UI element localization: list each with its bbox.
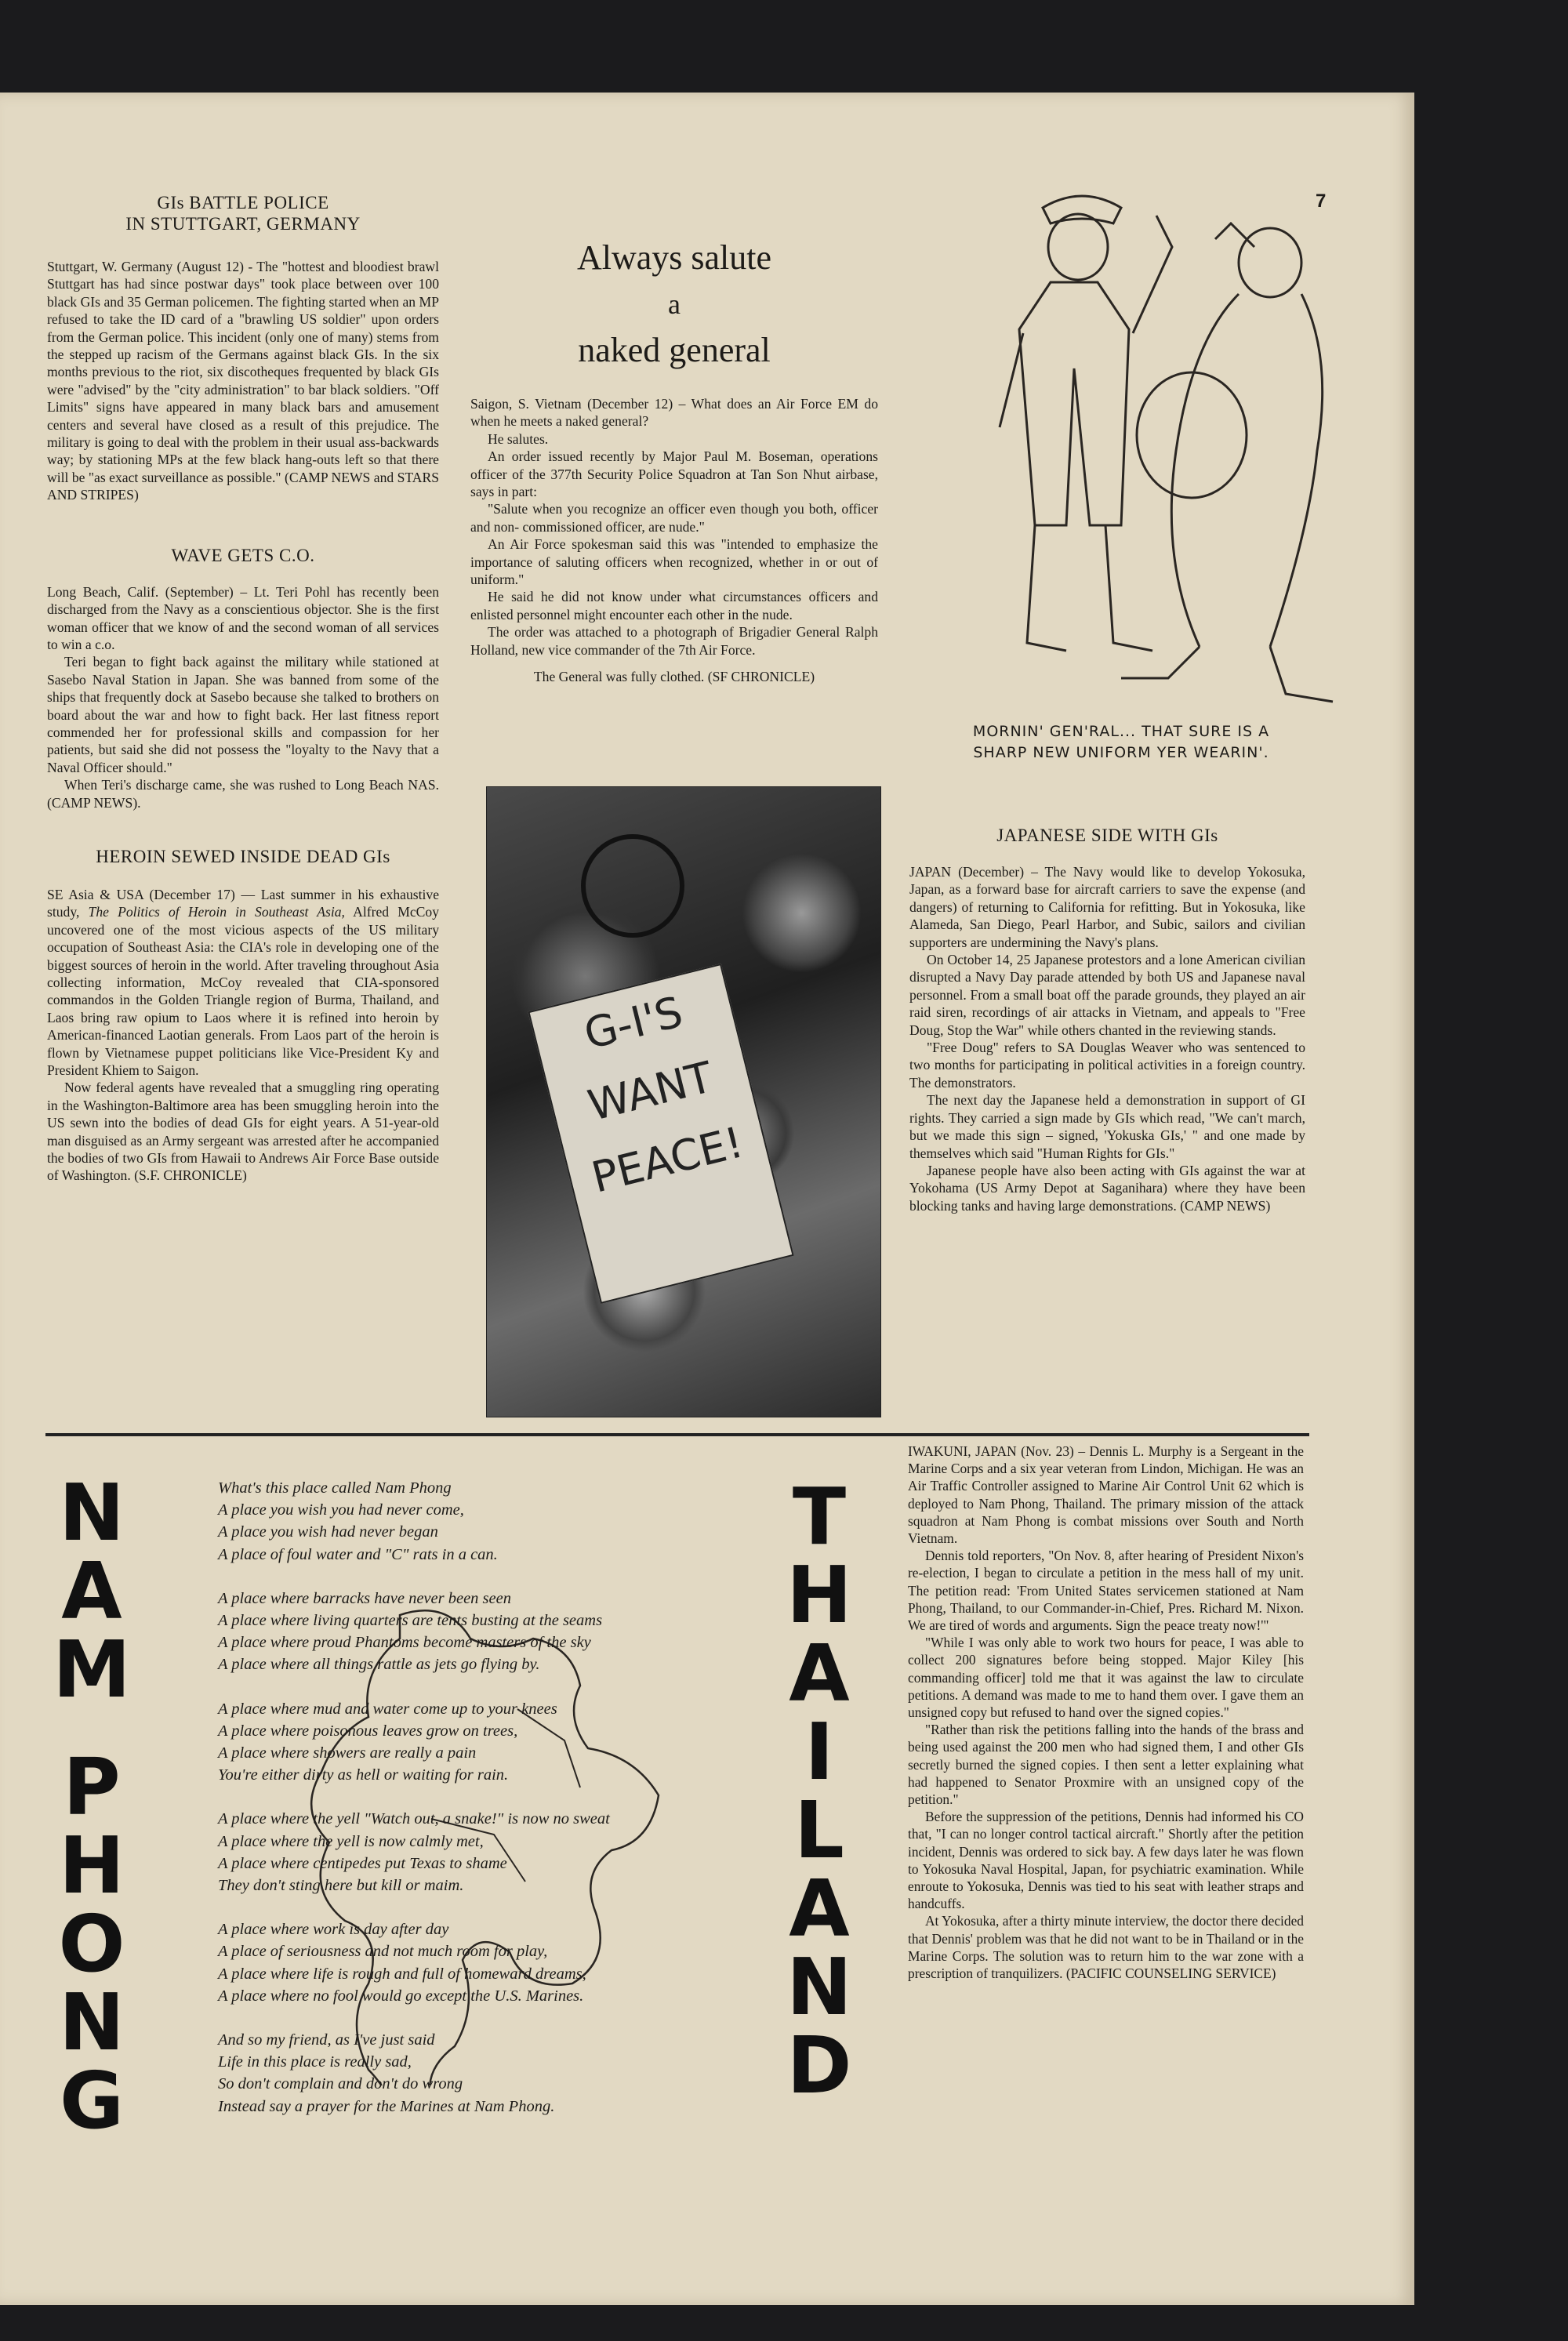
cartoon-illustration — [925, 176, 1348, 717]
nam-phong-poem: What's this place called Nam Phong A place you wish you had never come, A place you wish had never began A place of foul water and "C" rats in a can. A place where barracks have never been seen A place where living quarters are tents busting at the seams A place where proud Phantoms become masters of the sky A place where all things rattle as jets go flying by. A place where mud and water come up to your knees A place where poisonous leaves grow on trees, A place where showers are really a pain You're either dirty as hell or waiting for rain. A place where the yell "Watch out, a snake!" is now no sweat A place where the yell is now calmly met, A place where centipedes put Texas to shame They don't sting here but kill or maim. A place where work is day after day A place of seriousness and not much room for play, A place where life is rough and full of homeward dreams, A place where no fool would go except the U.S. Marines. And so my friend, as I've just said Life in this place is really sad, So don't complain and don't do wrong Instead say a prayer for the Marines at Nam Phong. — [218, 1479, 610, 2115]
section-divider — [45, 1433, 1309, 1436]
article-wave-gets-co: Long Beach, Calif. (September) – Lt. Teri Pohl has recently been discharged from the Navy as a conscientious objector. She is the first woman officer that we know of and the second woman of all services to win a c.o. Teri began to fight back against the military while stationed at Sasebo Naval Station in Japan. She was banned from some of the ships that frequently dock at Sasebo because she talked to brothers on board about the war and how to fight back. Her last fitness report commended her for professional skills and compassion for her patients, but said she did not possess the "loyalty to the Navy that a Naval Officer should." When Teri's discharge came, she was rushed to Long Beach NAS. (CAMP NEWS). — [47, 583, 439, 811]
headline-gis-battle-police: GIs BATTLE POLICE IN STUTTGART, GERMANY — [125, 193, 361, 234]
thailand-vertical-title: T H A I L A N D — [786, 1471, 852, 2111]
article-japanese-side: JAPAN (December) – The Navy would like to develop Yokosuka, Japan, as a forward base for aircraft carriers to save the expense (and dangers) of returning to California for refitting. But in Yokosuka, like Alameda, San Diego, Pearl Harbor, and Subic, sailors and civilian supporters are undermining the Navy's plans. On October 14, 25 Japanese protestors and a lone American civilian disrupted a Navy Day parade attended by both US and Japanese naval personnel. From a small boat off the parade grounds, they played an air raid siren, recordings of air attacks in Vietnam, and appeals to "Free Doug, Stop the War" while others chanted in the reviewing stands. "Free Doug" refers to SA Douglas Weaver who was sentenced to two months for participating in political activities in a foreign country. The demonstrators. The next day the Japanese held a demonstration in support of GI rights. They carried a sign made by GIs which read, "We can't march, but we made this sign – signed, 'Yokuska GIs,' " and one made by themselves which said "Human Rights for GIs." Japanese people have also been acting with GIs against the war at Yokohama (US Army Depot at Saganihara) where they have been blocking tanks and having large demonstrations. (CAMP NEWS) — [909, 864, 1305, 1214]
gis-want-peace-sign: G-I'S WANT PEACE! — [528, 964, 793, 1304]
column-middle — [470, 234, 878, 686]
article-gis-battle-police: Stuttgart, W. Germany (August 12) - The "hottest and bloodiest brawl Stuttgart has had since postwar days" took place between over 100 black GIs and 35 German policemen. The fighting started when an MP refused to take the ID card of a "brawling US soldier" upon orders from the German police. This incident (only one of many) stems from the stepped up racism of the Germans against black GIs. In the six months previous to the riot, six discotheques frequented by black GIs were "advised" by the "city administration" to bar black soldiers. "Off Limits" signs have appeared in many black bars and amusement centers and several have closed as a result of this prejudice. The military is going to deal with the problem in their usual ass-backwards way; by stationing MPs at the few black hang-outs left so that there will be "as exact surveillance as possible." (CAMP NEWS and STARS AND STRIPES) — [47, 259, 439, 503]
article-heroin: SE Asia & USA (December 17) — Last summer in his exhaustive study, The Politics of Heroin in Southeast Asia, Alfred McCoy uncovered one of the most vicious aspects of the US military occupation of Southeast Asia: the CIA's role in developing one of the biggest sources of heroin in the world. After traveling throughout Asia collecting information, McCoy revealed that CIA-sponsored commandos in the Golden Triangle region of Burma, Thailand, and Laos bring raw opium to Laos where it is refined into heroin by American-financed Laotian generals. From Laos part of the heroin is flown by Vietnamese puppet politicians like Vice-President Ky and President Khiem to Saigon. Now federal agents have revealed that a smuggling ring operating in the Washington-Baltimore area has been smuggling heroin into the US sewn into the bodies of dead GIs for eight years. A 51-year-old man disguised as an Army sergeant was arrested after he accompanied the bodies of two GIs from Hawaii to Andrews Air Force Base outside of Washington. (S.F. CHRONICLE) — [47, 886, 440, 1184]
headline-wave-gets-co: WAVE GETS C.O. — [171, 545, 315, 565]
column-left — [47, 192, 439, 1185]
nam-phong-vertical-title: N A M P H O N G — [53, 1467, 131, 2147]
article-closing-line: The General was fully clothed. (SF CHRONICLE) — [533, 669, 815, 685]
headline-always-salute: Always salute a naked general — [576, 238, 772, 369]
article-always-salute: Saigon, S. Vietnam (December 12) – What does an Air Force EM do when he meets a naked general? He salutes. An order issued recently by Major Paul M. Boseman, operations officer of the 377th Security Police Squadron at Tan Son Nhut airbase, says in part: "Salute when you recognize an officer even though you both, officer and non- commissioned officer, are nude." An Air Force spokesman said this was "intended to emphasize the importance of saluting officers when recognized, whether in or out of uniform." He said he did not know under what circumstances officers and enlisted personnel might encounter each other in the nude. The order was attached to a photograph of Brigadier General Ralph Holland, new vice commander of the 7th Air Force. — [470, 396, 878, 658]
headline-heroin: HEROIN SEWED INSIDE DEAD GIs — [96, 846, 390, 866]
peace-symbol — [581, 834, 684, 938]
protest-photo — [486, 786, 881, 1417]
headline-japanese-side: JAPANESE SIDE WITH GIs — [996, 826, 1218, 845]
page-number: 7 — [1316, 191, 1327, 212]
cartoon-caption: MORNIN' GEN'RAL... THAT SURE IS A SHARP NEW UNIFORM YER WEARIN'. — [972, 723, 1270, 761]
column-right — [909, 825, 1305, 1214]
article-iwakuni: IWAKUNI, JAPAN (Nov. 23) – Dennis L. Murphy is a Sergeant in the Marine Corps and a six year veteran from Lindon, Michigan. He was an Air Traffic Controller assigned to Marine Air Control Unit 62 which is deployed to Nam Phong, Thailand. The primary mission of the attack squadron at Nam Phong is combat missions over South and North Vietnam. Dennis told reporters, "On Nov. 8, after hearing of President Nixon's re-election, I began to circulate a petition in the mess hall of my unit. The petition read: 'From United States servicemen stationed at Nam Phong, Thailand, to our Commander-in-Chief, Pres. Richard M. Nixon. We are tired of words and arguments. Sign the peace treaty now!'" "While I was only able to work two hours for peace, I was able to collect 200 signatures before being stopped. Major Kiley [his commanding officer] told me that it was against the law to circulate petitions. A demand was made to me to hand them over. I gave them an unsigned copy but refused to hand over the signed copies." "Rather than risk the petitions falling into the hands of the brass and being used against the 200 men who had signed them, I and other GIs secretly burned the signed copies. I then sent a letter explaining what had happened to Senator Proxmire with an unsigned copy of the petition." Before the suppression of the petitions, Dennis had informed his CO that, "I can no longer control tactical aircraft." Shortly after the petition incident, Dennis was ordered to sick bay. A few days later he was flown to Yokosuka Naval Hospital, Japan, for psychiatric examination. While enroute to Yokosuka, Dennis was tied to his seat with leather straps and handcuffs. At Yokosuka, after a thirty minute interview, the doctor there decided that Dennis' problem was that he did not want to be in Thailand or in the Marine Corps. The solution was to return him to the war zone with a prescription of tranquilizers. (PACIFIC COUNSELING SERVICE) — [908, 1443, 1304, 1982]
